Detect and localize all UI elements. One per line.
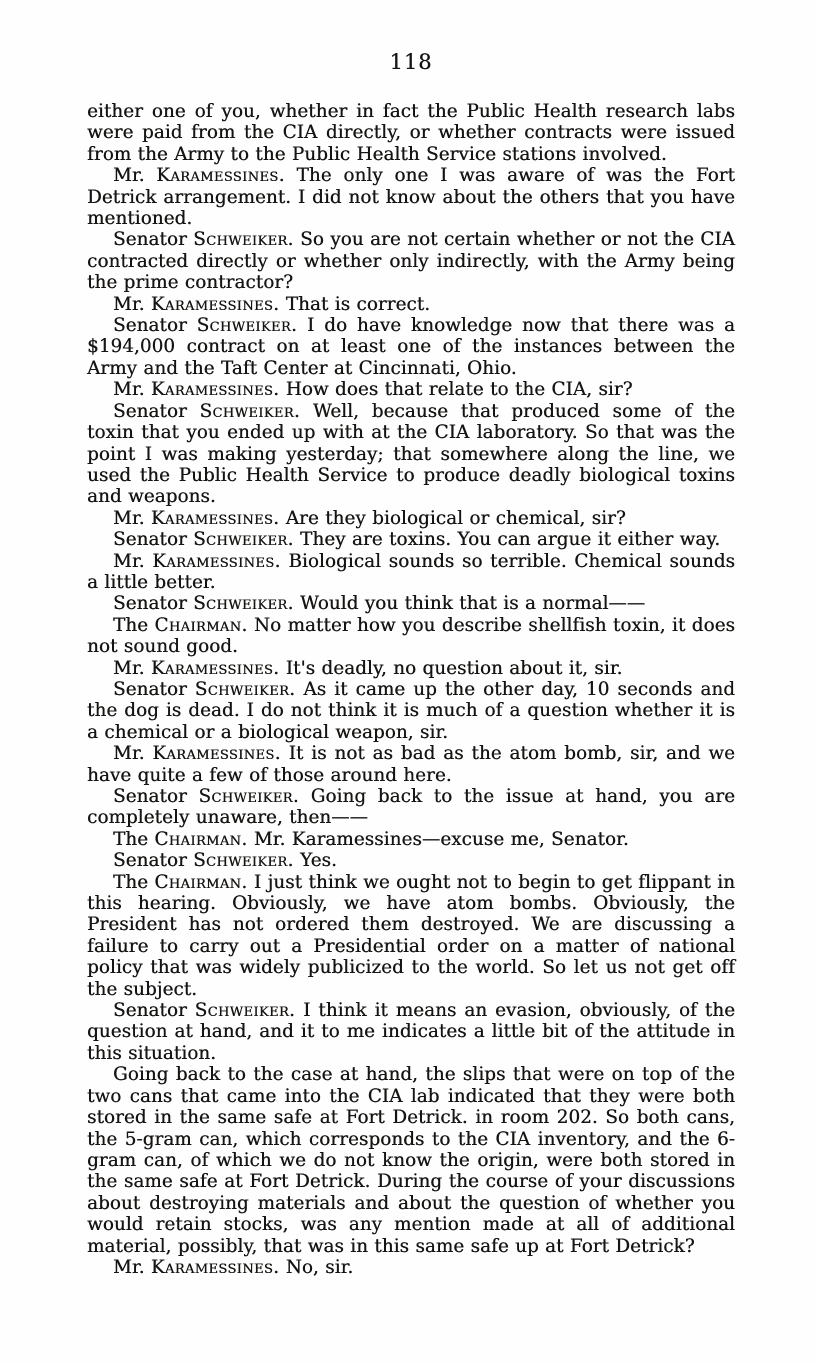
speech-text: I think it means an evasion, obviously, of the question at hand, and it to me indicates a little bit of the attitude in this situation.	[87, 1000, 736, 1064]
page-content	[87, 50, 735, 1278]
speech-text: I just think we ought not to begin to get flippant in this hearing. Obviously, we have atom bombs. Obviously, the President has not ordered them destroyed. We are discussing a failure to carry out a Presidential order on a matter of national policy that was widely publicized to the world. So let us not get off the subject.	[87, 871, 735, 1000]
speaker-prefix: Senator	[113, 229, 187, 251]
speaker-name: Karamessines.	[150, 657, 280, 679]
speech-text: Biological sounds so terrible. Chemical sounds a little better.	[87, 550, 736, 593]
speaker-name: Schweiker.	[193, 850, 294, 872]
transcript-paragraph	[87, 872, 735, 1000]
speech-text: As it came up the other day, 10 seconds and the dog is dead. I do not think it is much of a question whether it is a chemical or a biological weapon, sir.	[87, 678, 736, 743]
transcript-paragraph	[87, 743, 735, 786]
speech-text: Going back to the issue at hand, you are completely unaware, then——	[87, 786, 736, 829]
transcript-paragraph	[87, 658, 735, 679]
speaker-prefix: The	[113, 828, 149, 850]
transcript-paragraph	[87, 786, 735, 829]
speaker-prefix: Senator	[113, 786, 187, 807]
speaker-prefix: Mr.	[113, 657, 145, 679]
speaker-name: Chairman.	[154, 614, 248, 636]
transcript-paragraph	[87, 315, 735, 379]
speaker-name: Schweiker.	[196, 315, 298, 337]
transcript-paragraph	[87, 401, 735, 508]
speech-text: How does that relate to the CIA, sir?	[285, 379, 633, 401]
transcript-text	[87, 101, 735, 1278]
speaker-name: Chairman.	[154, 828, 248, 850]
speaker-prefix: Senator	[113, 1000, 187, 1022]
transcript-paragraph	[87, 294, 735, 315]
speaker-name: Karamessines.	[150, 1256, 280, 1278]
speaker-prefix: Senator	[113, 593, 187, 615]
transcript-paragraph	[87, 529, 735, 550]
speech-text: Are they biological or chemical, sir?	[285, 507, 626, 529]
speech-text: Mr. Karamessines—excuse me, Senator.	[253, 828, 629, 850]
speech-text: No, sir.	[285, 1256, 354, 1278]
page-number: 118	[389, 50, 433, 74]
speaker-prefix: Mr.	[113, 1256, 145, 1278]
speech-text: Going back to the case at hand, the slips that were on top of the two cans that came into the CIA lab indicated that they were both stored in the same safe at Fort Detrick. in room 202. So both cans, the 5-gram can, which corresponds to the CIA inventory, and the 6-gram can, of which we do not know the origin, were both stored in the same safe at Fort Detrick. During the course of your discussions about destroying materials and about the question of whether you would retain stocks, was any mention made at all of additional material, possibly, that was in this same safe up at Fort Detrick?	[87, 1064, 735, 1257]
speaker-name: Schweiker.	[193, 529, 294, 551]
speaker-name: Chairman.	[154, 871, 248, 893]
transcript-paragraph	[87, 379, 735, 400]
speech-text: The only one I was aware of was the Fort Detrick arrangement. I did not know about the others that you have mentioned.	[87, 165, 735, 230]
transcript-paragraph	[87, 829, 735, 850]
speaker-prefix: Senator	[113, 315, 187, 337]
speaker-name: Karamessines.	[150, 507, 280, 529]
speaker-name: Karamessines.	[152, 743, 281, 765]
speech-text: That is correct.	[285, 293, 431, 315]
speech-text: It is not as bad as the atom bomb, sir, and we have quite a few of those around here.	[87, 743, 736, 786]
speaker-prefix: The	[113, 614, 149, 636]
transcript-paragraph	[87, 1064, 735, 1257]
speech-text: No matter how you describe shellfish toxin, it does not sound good.	[87, 614, 735, 658]
transcript-paragraph	[87, 229, 735, 293]
transcript-paragraph	[87, 165, 735, 229]
speaker-name: Schweiker.	[198, 786, 300, 807]
speaker-name: Karamessines.	[156, 165, 285, 187]
speech-text: It's deadly, no question about it, sir.	[285, 657, 623, 679]
speaker-name: Karamessines.	[152, 550, 281, 572]
speaker-name: Schweiker.	[199, 400, 301, 422]
transcript-paragraph	[87, 551, 735, 594]
speech-text: They are toxins. You can argue it either way.	[300, 529, 721, 551]
transcript-paragraph	[87, 1257, 735, 1278]
speech-text: Well, because that produced some of the toxin that you ended up with at the CIA laboratory. So that was the point I was making yesterday; that somewhere along the line, we used the Public Health Service to produce deadly biological toxins and weapons.	[87, 400, 735, 508]
speech-text: Would you think that is a normal——	[300, 593, 646, 615]
speaker-prefix: Mr.	[113, 550, 145, 572]
transcript-paragraph	[87, 615, 735, 658]
speaker-name: Karamessines.	[150, 293, 280, 315]
speaker-name: Schweiker.	[194, 678, 296, 700]
speaker-prefix: Mr.	[113, 165, 145, 187]
speaker-name: Karamessines.	[150, 379, 280, 401]
speaker-prefix: Senator	[113, 850, 187, 872]
speech-text: Yes.	[300, 850, 337, 872]
transcript-paragraph	[87, 101, 735, 165]
speaker-prefix: Senator	[113, 400, 187, 422]
speaker-name: Schweiker.	[193, 229, 294, 251]
speaker-prefix: Mr.	[113, 743, 145, 765]
speaker-prefix: Mr.	[113, 293, 145, 315]
speaker-prefix: Senator	[113, 529, 187, 551]
transcript-paragraph	[87, 1000, 735, 1064]
speaker-prefix: The	[113, 871, 149, 893]
transcript-paragraph	[87, 850, 735, 871]
speaker-prefix: Mr.	[113, 379, 145, 401]
speaker-name: Schweiker.	[194, 1000, 296, 1022]
speaker-prefix: Mr.	[113, 507, 145, 529]
speech-text: So you are not certain whether or not the CIA contracted directly or whether only indirectly, with the Army being the prime contractor?	[87, 229, 735, 294]
transcript-paragraph	[87, 679, 735, 743]
speech-text: I do have knowledge now that there was a $194,000 contract on at least one of the instances between the Army and the Taft Center at Cincinnati, Ohio.	[87, 315, 735, 379]
transcript-paragraph	[87, 508, 735, 529]
speaker-name: Schweiker.	[193, 593, 294, 615]
speech-text: either one of you, whether in fact the Public Health research labs were paid from the CIA directly, or whether contracts were issued from the Army to the Public Health Service stations involved.	[87, 101, 735, 165]
transcript-paragraph	[87, 593, 735, 614]
speaker-prefix: Senator	[113, 678, 187, 700]
